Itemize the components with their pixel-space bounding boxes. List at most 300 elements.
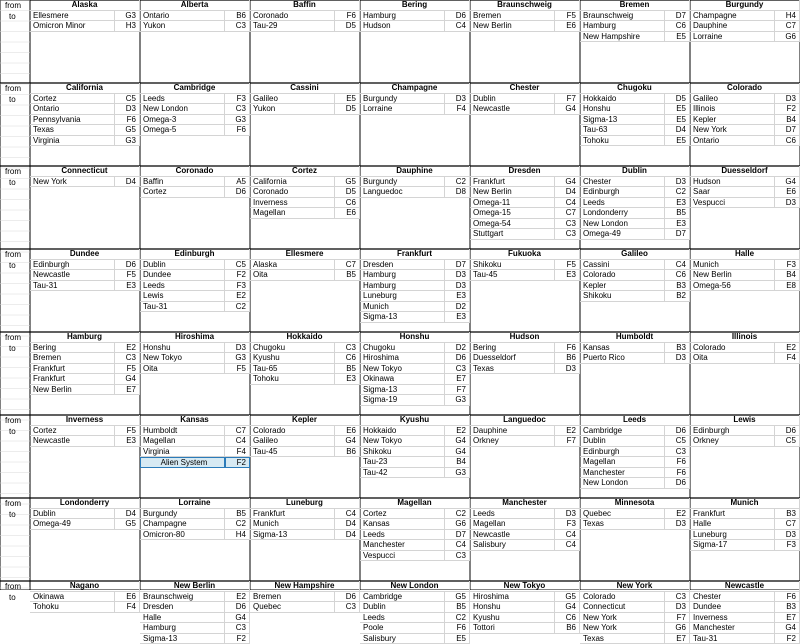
destination-cell[interactable]: Languedoc [360, 187, 445, 198]
destination-cell[interactable]: Saar [690, 187, 775, 198]
destination-cell[interactable]: Bremen [250, 592, 335, 603]
destination-cell[interactable]: Omega-15 [470, 208, 555, 219]
destination-cell[interactable]: Dauphine [690, 21, 775, 32]
grid-code-cell[interactable]: B3 [665, 343, 690, 354]
destination-cell[interactable]: Honshu [140, 343, 225, 354]
destination-cell[interactable]: New York [580, 613, 665, 624]
grid-code-cell[interactable]: E5 [665, 32, 690, 43]
grid-code-cell[interactable]: G4 [775, 177, 800, 188]
station-title[interactable]: Dauphine [360, 166, 470, 177]
grid-code-cell[interactable]: C7 [225, 426, 250, 437]
station-title[interactable]: Dublin [580, 166, 690, 177]
destination-cell[interactable]: Tau-31 [30, 281, 115, 292]
destination-cell[interactable]: Colorado [690, 343, 775, 354]
destination-cell[interactable]: Coronado [250, 187, 335, 198]
grid-code-cell[interactable]: E7 [665, 634, 690, 644]
destination-cell[interactable]: Dublin [140, 260, 225, 271]
grid-code-cell[interactable]: H3 [115, 21, 140, 32]
station-title[interactable]: Alberta [140, 0, 250, 11]
grid-code-cell[interactable]: E2 [775, 343, 800, 354]
destination-cell[interactable]: Tau-45 [470, 270, 555, 281]
grid-code-cell[interactable]: B6 [225, 11, 250, 22]
grid-code-cell[interactable]: H4 [775, 11, 800, 22]
grid-code-cell[interactable]: B4 [445, 457, 470, 468]
grid-code-cell[interactable]: G5 [555, 592, 580, 603]
station-title[interactable]: Magellan [360, 498, 470, 509]
destination-cell[interactable]: Virginia [30, 136, 115, 147]
grid-code-cell[interactable]: F6 [335, 11, 360, 22]
destination-cell[interactable]: Texas [30, 125, 115, 136]
destination-cell[interactable]: Braunschweig [140, 592, 225, 603]
destination-cell[interactable]: Texas [580, 634, 665, 644]
grid-code-cell[interactable]: C6 [335, 198, 360, 209]
grid-code-cell[interactable]: C3 [665, 447, 690, 458]
grid-code-cell[interactable]: C3 [335, 343, 360, 354]
destination-cell[interactable]: Ellesmere [30, 11, 115, 22]
grid-code-cell[interactable]: D7 [665, 229, 690, 240]
destination-cell[interactable]: New London [580, 219, 665, 230]
destination-cell[interactable]: Tau-45 [250, 447, 335, 458]
grid-code-cell[interactable]: C6 [665, 270, 690, 281]
destination-cell[interactable]: Edinburgh [30, 260, 115, 271]
grid-code-cell[interactable]: C3 [225, 21, 250, 32]
grid-code-cell[interactable]: F2 [225, 457, 250, 468]
grid-code-cell[interactable]: E3 [555, 270, 580, 281]
station-title[interactable]: Leeds [580, 415, 690, 426]
destination-cell[interactable]: Tau-29 [250, 21, 335, 32]
destination-cell[interactable]: Salisbury [360, 634, 445, 644]
grid-code-cell[interactable]: D6 [665, 426, 690, 437]
grid-code-cell[interactable]: F5 [115, 270, 140, 281]
destination-cell[interactable]: Virginia [140, 447, 225, 458]
grid-code-cell[interactable]: B5 [335, 270, 360, 281]
destination-cell[interactable]: Shikoku [580, 291, 665, 302]
destination-cell[interactable]: Tau-65 [250, 364, 335, 375]
grid-code-cell[interactable]: D3 [445, 270, 470, 281]
grid-code-cell[interactable]: C3 [115, 353, 140, 364]
grid-code-cell[interactable]: E6 [775, 187, 800, 198]
grid-code-cell[interactable]: G3 [115, 136, 140, 147]
grid-code-cell[interactable]: E5 [665, 115, 690, 126]
grid-code-cell[interactable]: D6 [665, 478, 690, 489]
destination-cell[interactable]: Hamburg [360, 281, 445, 292]
station-title[interactable]: Hiroshima [140, 332, 250, 343]
grid-code-cell[interactable]: D3 [665, 353, 690, 364]
grid-code-cell[interactable]: F7 [665, 613, 690, 624]
destination-cell[interactable]: New Berlin [470, 187, 555, 198]
destination-cell[interactable]: Orkney [470, 436, 555, 447]
destination-cell[interactable]: Dresden [360, 260, 445, 271]
grid-code-cell[interactable]: F5 [115, 426, 140, 437]
destination-cell[interactable]: Colorado [580, 592, 665, 603]
destination-cell[interactable]: Stuttgart [470, 229, 555, 240]
grid-code-cell[interactable]: D7 [445, 260, 470, 271]
grid-code-cell[interactable]: B3 [775, 602, 800, 613]
grid-code-cell[interactable]: G3 [115, 11, 140, 22]
station-title[interactable]: Edinburgh [140, 249, 250, 260]
grid-code-cell[interactable]: D4 [335, 530, 360, 541]
grid-code-cell[interactable]: D3 [665, 519, 690, 530]
grid-code-cell[interactable]: E3 [445, 312, 470, 323]
station-title[interactable]: New York [580, 581, 690, 592]
grid-code-cell[interactable]: D6 [445, 11, 470, 22]
grid-code-cell[interactable]: C5 [775, 436, 800, 447]
destination-cell[interactable]: New Tokyo [360, 364, 445, 375]
grid-code-cell[interactable]: F4 [445, 104, 470, 115]
grid-code-cell[interactable]: F2 [775, 104, 800, 115]
station-title[interactable]: New London [360, 581, 470, 592]
grid-code-cell[interactable]: D3 [665, 602, 690, 613]
grid-code-cell[interactable]: D7 [665, 11, 690, 22]
grid-code-cell[interactable]: G4 [555, 602, 580, 613]
grid-code-cell[interactable]: F5 [115, 364, 140, 375]
station-title[interactable]: Coronado [140, 166, 250, 177]
station-title[interactable]: Minnesota [580, 498, 690, 509]
station-title[interactable]: Galileo [580, 249, 690, 260]
grid-code-cell[interactable]: G3 [445, 395, 470, 406]
station-title[interactable]: Dundee [30, 249, 140, 260]
destination-cell[interactable]: Edinburgh [690, 426, 775, 437]
destination-cell[interactable]: Tau-63 [580, 125, 665, 136]
destination-cell[interactable]: Omega-54 [470, 219, 555, 230]
grid-code-cell[interactable]: C2 [445, 177, 470, 188]
destination-cell[interactable]: Leeds [360, 530, 445, 541]
grid-code-cell[interactable]: C4 [225, 436, 250, 447]
destination-cell[interactable]: Ontario [140, 11, 225, 22]
destination-cell[interactable]: Tottori [470, 623, 555, 634]
destination-cell[interactable]: Bremen [30, 353, 115, 364]
grid-code-cell[interactable]: C3 [555, 219, 580, 230]
destination-cell[interactable]: Kepler [690, 115, 775, 126]
destination-cell[interactable]: Champagne [690, 11, 775, 22]
destination-cell[interactable]: Quebec [250, 602, 335, 613]
destination-cell[interactable]: Burgundy [140, 509, 225, 520]
destination-cell[interactable]: Okinawa [30, 592, 115, 603]
grid-code-cell[interactable]: B5 [665, 208, 690, 219]
grid-code-cell[interactable]: G5 [115, 519, 140, 530]
grid-code-cell[interactable]: G4 [115, 374, 140, 385]
destination-cell[interactable]: Cassini [580, 260, 665, 271]
grid-code-cell[interactable]: E8 [775, 281, 800, 292]
grid-code-cell[interactable]: C6 [665, 21, 690, 32]
grid-code-cell[interactable]: B5 [335, 364, 360, 375]
destination-cell[interactable]: Sigma-13 [360, 385, 445, 396]
grid-code-cell[interactable]: C6 [335, 353, 360, 364]
station-title[interactable]: Cortez [250, 166, 360, 177]
grid-code-cell[interactable]: G4 [775, 623, 800, 634]
destination-cell[interactable]: Cambridge [580, 426, 665, 437]
station-title[interactable]: Hokkaido [250, 332, 360, 343]
station-title[interactable]: Hudson [470, 332, 580, 343]
grid-code-cell[interactable]: B4 [775, 270, 800, 281]
destination-cell[interactable]: Edinburgh [580, 447, 665, 458]
grid-code-cell[interactable]: F7 [445, 385, 470, 396]
destination-cell[interactable]: Coronado [250, 11, 335, 22]
station-title[interactable]: Bering [360, 0, 470, 11]
station-title[interactable]: Cassini [250, 83, 360, 94]
destination-cell[interactable]: Omega-5 [140, 125, 225, 136]
grid-code-cell[interactable]: F6 [775, 592, 800, 603]
destination-cell[interactable]: Tau-31 [140, 302, 225, 313]
grid-code-cell[interactable]: C2 [225, 519, 250, 530]
grid-code-cell[interactable]: E3 [665, 198, 690, 209]
station-title[interactable]: California [30, 83, 140, 94]
grid-code-cell[interactable]: F6 [555, 343, 580, 354]
destination-cell[interactable]: Bering [470, 343, 555, 354]
destination-cell[interactable]: Newcastle [470, 530, 555, 541]
destination-cell[interactable]: Leeds [360, 613, 445, 624]
grid-code-cell[interactable]: C6 [775, 136, 800, 147]
grid-code-cell[interactable]: E7 [775, 613, 800, 624]
grid-code-cell[interactable]: B3 [665, 281, 690, 292]
destination-cell[interactable]: Dundee [690, 602, 775, 613]
destination-cell[interactable]: Dublin [470, 94, 555, 105]
grid-code-cell[interactable]: C4 [665, 260, 690, 271]
destination-cell[interactable]: Omicron-80 [140, 530, 225, 541]
destination-cell[interactable]: Vespucci [360, 551, 445, 562]
destination-cell[interactable]: Texas [580, 519, 665, 530]
grid-code-cell[interactable]: G4 [445, 447, 470, 458]
destination-cell[interactable]: Munich [250, 519, 335, 530]
destination-cell[interactable]: Dublin [360, 602, 445, 613]
grid-code-cell[interactable]: C3 [665, 592, 690, 603]
station-title[interactable]: Ellesmere [250, 249, 360, 260]
station-title[interactable]: Londonderry [30, 498, 140, 509]
grid-code-cell[interactable]: C5 [115, 94, 140, 105]
station-title[interactable]: Manchester [470, 498, 580, 509]
destination-cell[interactable]: Hudson [360, 21, 445, 32]
grid-code-cell[interactable]: B5 [445, 602, 470, 613]
grid-code-cell[interactable]: E5 [665, 136, 690, 147]
destination-cell[interactable]: Hamburg [140, 623, 225, 634]
destination-cell[interactable]: Lewis [140, 291, 225, 302]
station-title[interactable]: Munich [690, 498, 800, 509]
destination-cell[interactable]: Omega-11 [470, 198, 555, 209]
grid-code-cell[interactable]: C7 [555, 208, 580, 219]
destination-cell[interactable]: Cambridge [360, 592, 445, 603]
destination-cell[interactable]: Cortez [140, 187, 225, 198]
destination-cell[interactable]: Sigma-17 [690, 540, 775, 551]
grid-code-cell[interactable]: D3 [115, 104, 140, 115]
destination-cell[interactable]: Munich [360, 302, 445, 313]
destination-cell[interactable]: Kyushu [470, 613, 555, 624]
destination-cell[interactable]: Champagne [140, 519, 225, 530]
grid-code-cell[interactable]: F5 [555, 11, 580, 22]
destination-cell[interactable]: Oita [250, 270, 335, 281]
destination-cell[interactable]: Tohoku [250, 374, 335, 385]
grid-code-cell[interactable]: E7 [445, 374, 470, 385]
station-title[interactable]: Baffin [250, 0, 360, 11]
grid-code-cell[interactable]: E2 [445, 426, 470, 437]
grid-code-cell[interactable]: D4 [115, 509, 140, 520]
grid-code-cell[interactable]: D4 [665, 125, 690, 136]
destination-cell[interactable]: Chugoku [250, 343, 335, 354]
grid-code-cell[interactable]: C3 [445, 364, 470, 375]
grid-code-cell[interactable]: D3 [445, 94, 470, 105]
grid-code-cell[interactable]: E7 [115, 385, 140, 396]
station-title[interactable]: Braunschweig [470, 0, 580, 11]
destination-cell[interactable]: New Berlin [30, 385, 115, 396]
destination-cell[interactable]: Halle [690, 519, 775, 530]
grid-code-cell[interactable]: C7 [775, 21, 800, 32]
destination-cell[interactable]: Pennsylvania [30, 115, 115, 126]
destination-cell[interactable]: Puerto Rico [580, 353, 665, 364]
destination-cell[interactable]: Newcastle [470, 104, 555, 115]
destination-cell[interactable]: Frankfurt [690, 509, 775, 520]
destination-cell[interactable]: Hamburg [360, 270, 445, 281]
grid-code-cell[interactable]: C4 [555, 530, 580, 541]
grid-code-cell[interactable]: F5 [225, 364, 250, 375]
destination-cell[interactable]: Luneburg [690, 530, 775, 541]
grid-code-cell[interactable]: F3 [775, 540, 800, 551]
station-title[interactable]: New Hampshire [250, 581, 360, 592]
destination-cell[interactable]: Colorado [580, 270, 665, 281]
grid-code-cell[interactable]: D3 [555, 364, 580, 375]
destination-cell[interactable]: Kansas [580, 343, 665, 354]
destination-cell[interactable]: Leeds [580, 198, 665, 209]
destination-cell[interactable]: Sigma-13 [580, 115, 665, 126]
grid-code-cell[interactable]: E6 [335, 208, 360, 219]
grid-code-cell[interactable]: F6 [115, 115, 140, 126]
destination-cell[interactable]: California [250, 177, 335, 188]
destination-cell[interactable]: Magellan [580, 457, 665, 468]
destination-cell[interactable]: Hamburg [360, 11, 445, 22]
grid-code-cell[interactable]: E2 [225, 291, 250, 302]
destination-cell[interactable]: Honshu [470, 602, 555, 613]
grid-code-cell[interactable]: G4 [445, 436, 470, 447]
station-title[interactable]: Inverness [30, 415, 140, 426]
destination-cell[interactable]: Sigma-13 [250, 530, 335, 541]
destination-cell[interactable]: Newcastle [30, 436, 115, 447]
station-title[interactable]: Honshu [360, 332, 470, 343]
grid-code-cell[interactable]: E3 [115, 281, 140, 292]
grid-code-cell[interactable]: F7 [555, 94, 580, 105]
destination-cell[interactable]: Humboldt [140, 426, 225, 437]
station-title[interactable]: Lewis [690, 415, 800, 426]
grid-code-cell[interactable]: G6 [665, 623, 690, 634]
grid-code-cell[interactable]: C3 [445, 551, 470, 562]
grid-code-cell[interactable]: G4 [555, 177, 580, 188]
destination-cell[interactable]: Leeds [140, 94, 225, 105]
grid-code-cell[interactable]: F3 [775, 260, 800, 271]
destination-cell[interactable]: Omega-56 [690, 281, 775, 292]
destination-cell[interactable]: Dauphine [470, 426, 555, 437]
grid-code-cell[interactable]: F4 [775, 353, 800, 364]
grid-code-cell[interactable]: D6 [445, 353, 470, 364]
destination-cell[interactable]: Galileo [250, 436, 335, 447]
destination-cell[interactable]: Dublin [580, 436, 665, 447]
destination-cell[interactable]: Colorado [250, 426, 335, 437]
station-title[interactable]: New Tokyo [470, 581, 580, 592]
grid-code-cell[interactable]: D2 [445, 343, 470, 354]
station-title[interactable]: Newcastle [690, 581, 800, 592]
station-title[interactable]: Kansas [140, 415, 250, 426]
destination-cell[interactable]: Tau-31 [690, 634, 775, 644]
grid-code-cell[interactable]: D6 [335, 592, 360, 603]
grid-code-cell[interactable]: E2 [115, 343, 140, 354]
destination-cell[interactable]: Omicron Minor [30, 21, 115, 32]
destination-cell[interactable]: Magellan [470, 519, 555, 530]
grid-code-cell[interactable]: F6 [665, 457, 690, 468]
destination-cell[interactable]: Tohoku [580, 136, 665, 147]
grid-code-cell[interactable]: D3 [665, 177, 690, 188]
station-title[interactable]: Nagano [30, 581, 140, 592]
destination-cell[interactable]: New London [580, 478, 665, 489]
station-title[interactable]: Bremen [580, 0, 690, 11]
grid-code-cell[interactable]: C3 [225, 104, 250, 115]
station-title[interactable]: Fukuoka [470, 249, 580, 260]
destination-cell[interactable]: Burgundy [360, 177, 445, 188]
grid-code-cell[interactable]: G3 [445, 468, 470, 479]
station-title[interactable]: Chugoku [580, 83, 690, 94]
grid-code-cell[interactable]: E5 [335, 94, 360, 105]
station-title[interactable]: Colorado [690, 83, 800, 94]
station-title[interactable]: Humboldt [580, 332, 690, 343]
grid-code-cell[interactable]: F6 [225, 125, 250, 136]
grid-code-cell[interactable]: D5 [665, 94, 690, 105]
destination-cell[interactable]: Galileo [250, 94, 335, 105]
grid-code-cell[interactable]: G4 [225, 613, 250, 624]
grid-code-cell[interactable]: D6 [225, 602, 250, 613]
station-title[interactable]: Halle [690, 249, 800, 260]
destination-cell[interactable]: Sigma-19 [360, 395, 445, 406]
destination-cell[interactable]: Londonderry [580, 208, 665, 219]
grid-code-cell[interactable]: C7 [775, 519, 800, 530]
grid-code-cell[interactable]: E3 [445, 291, 470, 302]
destination-cell[interactable]: New Berlin [690, 270, 775, 281]
destination-cell[interactable]: Chester [580, 177, 665, 188]
station-title[interactable]: Illinois [690, 332, 800, 343]
destination-cell[interactable]: Manchester [580, 468, 665, 479]
destination-cell[interactable]: Braunschweig [580, 11, 665, 22]
destination-cell[interactable]: Hokkaido [360, 426, 445, 437]
destination-cell[interactable]: Texas [470, 364, 555, 375]
grid-code-cell[interactable]: D3 [775, 198, 800, 209]
destination-cell[interactable]: Bering [30, 343, 115, 354]
grid-code-cell[interactable]: D3 [775, 94, 800, 105]
destination-cell[interactable]: Alaska [250, 260, 335, 271]
station-title[interactable]: Connecticut [30, 166, 140, 177]
grid-code-cell[interactable]: F7 [555, 436, 580, 447]
grid-code-cell[interactable]: D8 [445, 187, 470, 198]
grid-code-cell[interactable]: D3 [225, 343, 250, 354]
destination-cell[interactable]: Quebec [580, 509, 665, 520]
destination-cell[interactable]: Hamburg [580, 21, 665, 32]
grid-code-cell[interactable]: G5 [445, 592, 470, 603]
destination-cell[interactable]: Sigma-13 [140, 634, 225, 644]
grid-code-cell[interactable]: C7 [335, 260, 360, 271]
destination-cell[interactable]: Leeds [470, 509, 555, 520]
grid-code-cell[interactable]: E5 [445, 634, 470, 644]
destination-cell[interactable]: Connecticut [580, 602, 665, 613]
destination-cell[interactable]: New London [140, 104, 225, 115]
grid-code-cell[interactable]: G6 [445, 519, 470, 530]
grid-code-cell[interactable]: D6 [115, 260, 140, 271]
station-title[interactable]: Kepler [250, 415, 360, 426]
destination-cell[interactable]: Yukon [250, 104, 335, 115]
destination-cell[interactable]: Duesseldorf [470, 353, 555, 364]
grid-code-cell[interactable]: E6 [555, 21, 580, 32]
grid-code-cell[interactable]: G5 [335, 177, 360, 188]
destination-cell[interactable]: New Berlin [470, 21, 555, 32]
grid-code-cell[interactable]: C5 [665, 436, 690, 447]
grid-code-cell[interactable]: C2 [665, 187, 690, 198]
destination-cell[interactable]: Okinawa [360, 374, 445, 385]
grid-code-cell[interactable]: D5 [335, 104, 360, 115]
grid-code-cell[interactable]: B5 [225, 509, 250, 520]
destination-cell[interactable]: Oita [140, 364, 225, 375]
grid-code-cell[interactable]: C4 [555, 540, 580, 551]
